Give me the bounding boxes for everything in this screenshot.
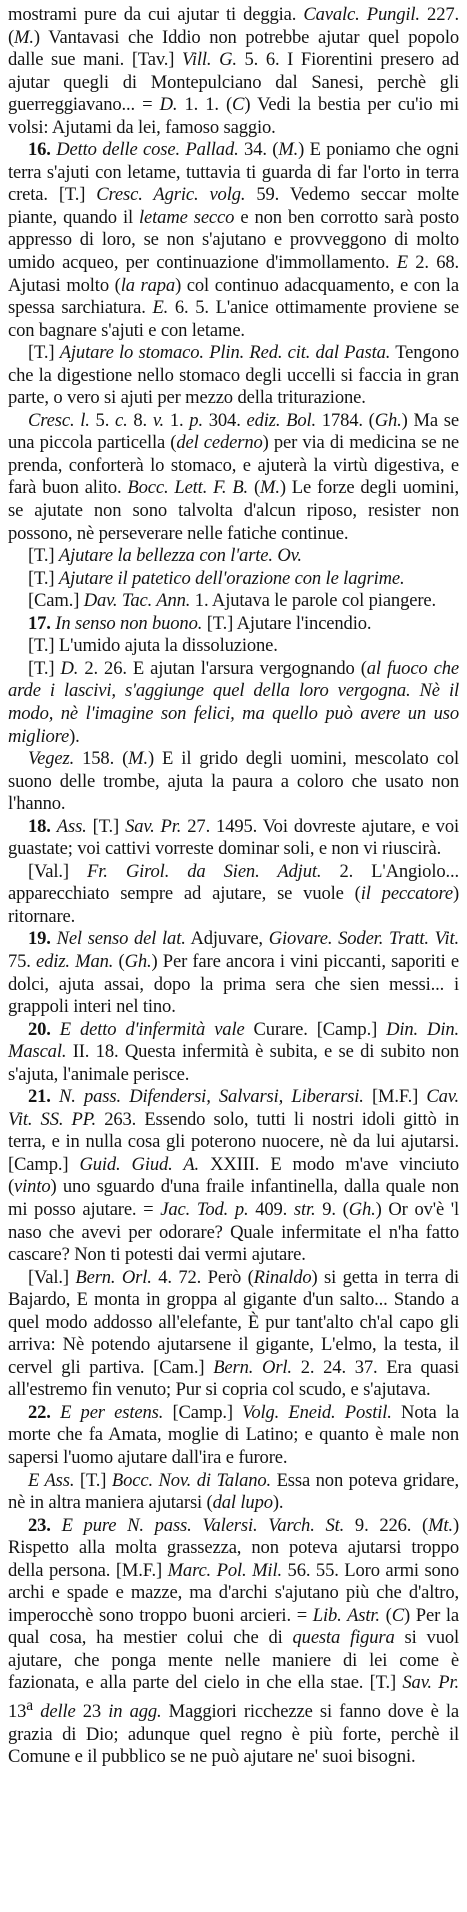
text-segment — [51, 1086, 59, 1107]
italic-text: M. — [278, 139, 299, 161]
text-segment: [T.] — [28, 342, 60, 364]
text-segment: [T.] — [28, 545, 59, 567]
text-segment: 56. 55. Loro armi sono archi e spade e mazze, ma d'archi s'ajutano più che d'altro, imperocchè sono troppo buoni arcieri. = — [8, 1559, 460, 1626]
entry-paragraph — [8, 410, 459, 545]
text-segment: ) Le forze degli uomini, se ajutate non sono talvolta d'alcun riposo, resister non possono, nè perseverare nelle fatiche continue. — [8, 477, 459, 544]
text-segment: Tengono che la digestione nello stomaco degli uccelli si faccia in gran parte, o vero si ajuti per mezzo della triturazione. — [8, 342, 459, 409]
italic-text: ediz. Bol. — [246, 409, 316, 431]
text-segment: ) per via di medicina se ne prenda, conforterà lo stomaco, e ajuterà la virtù digestiva, e farà buon alito. — [8, 432, 460, 499]
italic-text: Ajutare la bellezza con l'arte. Ov. — [58, 545, 302, 567]
italic-text: D. — [159, 94, 178, 116]
italic-text: Cavalc. Pungil. — [303, 4, 420, 25]
text-segment: ( — [113, 950, 125, 972]
text-segment: [M.F.] — [363, 1086, 427, 1108]
italic-text: Ajutare il patetico dell'orazione con le lagrime. — [58, 567, 405, 589]
italic-text: Cav. Vit. SS. PP. — [8, 1086, 460, 1130]
italic-text: vinto — [14, 1176, 51, 1198]
entry-paragraph — [8, 342, 459, 410]
italic-text: E per estens. — [60, 1401, 164, 1423]
text-segment: ). — [272, 1492, 284, 1514]
text-segment: [Cam.] — [28, 590, 84, 612]
text-segment: ) E il grido degli uomini, mescolato col suono delle trombe, ajuta la paura a coloro che usato non l'hanno. — [8, 748, 459, 815]
italic-text: Bocc. Nov. di Talano. — [111, 1469, 272, 1491]
entry-paragraph — [8, 1515, 459, 1769]
text-segment: 8. — [127, 409, 153, 431]
text-segment: 1. 1. ( — [177, 94, 233, 116]
section-number: 17. — [28, 612, 51, 634]
italic-text: M. — [128, 748, 148, 770]
italic-text: C — [232, 94, 245, 116]
italic-text: Gh. — [348, 1198, 376, 1220]
italic-text: v. — [152, 409, 165, 431]
italic-text: Jac. Tod. p. — [160, 1198, 249, 1220]
section-number: 22. — [28, 1401, 51, 1423]
text-segment: ) col continuo adacquamento, e con la spessa sarchiatura. — [8, 274, 459, 319]
entry-paragraph — [8, 816, 459, 861]
italic-text: M. — [14, 26, 34, 48]
italic-text: questa figura — [292, 1627, 395, 1649]
text-segment: 1. Ajutava le parole col piangere. — [190, 590, 436, 612]
italic-text: C — [391, 1604, 404, 1626]
text-segment: 2. L'Angiolo... apparecchiato sempre ad ajutare, se vuole ( — [8, 860, 459, 905]
text-segment: [T.] — [28, 567, 59, 589]
italic-text: D. — [60, 657, 79, 679]
text-segment: 5. — [89, 409, 115, 431]
text-segment: ) ritornare. — [8, 883, 459, 927]
entry-paragraph — [8, 1402, 459, 1470]
text-segment: 227. ( — [8, 4, 459, 48]
section-number: 21. — [28, 1086, 51, 1108]
text-segment: [Camp.] — [163, 1401, 243, 1423]
entry-paragraph — [8, 658, 459, 748]
text-segment — [51, 1515, 62, 1536]
text-segment: [T.] — [28, 657, 61, 679]
italic-text: c. — [114, 409, 128, 431]
italic-text: Bern. Orl. — [213, 1356, 292, 1378]
italic-text: letame secco — [139, 206, 235, 228]
italic-text: Fr. Girol. da Sien. Adjut. — [87, 860, 322, 882]
text-segment: 23 — [75, 1701, 109, 1723]
italic-text: N. pass. Difendersi, Salvarsi, Liberarsi. — [59, 1086, 364, 1108]
text-segment: ) E poniamo che ogni terra s'ajuti con letame, tuttavia ti guarda di far l'orto in terra creta. [T.] — [8, 139, 459, 206]
italic-text: E pure N. pass. Valersi. Varch. St. — [61, 1514, 345, 1536]
text-segment: mostrami pure da cui ajutar ti deggia. — [8, 4, 304, 25]
italic-text: Volg. Eneid. Postil. — [242, 1401, 392, 1423]
entry-paragraph — [8, 1267, 459, 1402]
text-segment: Maggiori ricchezze si fanno dove è la grazia di Dio; adunque quel regno è più forte, perchè il Comune e il pubblico se ne può ajutare ne' suoi bisogni. — [8, 1701, 459, 1768]
text-segment: ) Vedi la bestia per cu'io mi volsi: Ajutami da lei, famoso saggio. — [8, 94, 459, 138]
italic-text: Bern. Orl. — [75, 1266, 152, 1288]
italic-text: il peccatore — [360, 883, 453, 905]
text-segment — [51, 1402, 60, 1423]
italic-text: E. — [152, 297, 169, 319]
italic-text: Detto delle cose. Pallad. — [56, 139, 239, 161]
text-segment: 34. ( — [238, 139, 279, 161]
text-segment: ( — [248, 477, 260, 499]
entry-paragraph — [8, 928, 459, 1018]
italic-text: Sav. Pr. — [125, 815, 182, 837]
text-segment: Adjuvare, — [185, 928, 269, 950]
text-segment: 59. Vedemo seccar molte piante, quando il — [8, 184, 459, 228]
text-segment: si vuol ajutare, che ponga mente nelle maniere di lei come è fazionata, e alla parte del cielo in che ella stae. [T.] — [8, 1627, 459, 1694]
text-segment: 1. — [164, 409, 190, 431]
text-segment: 5. 6. I Fiorentini presero ad ajutar quegli di Montepulciano dal Sanesi, perchè gli guerreggiavano... = — [8, 49, 459, 116]
entry-paragraph — [8, 1086, 459, 1266]
text-segment: Curare. [Camp.] — [244, 1018, 387, 1040]
italic-text: Sav. Pr. — [402, 1672, 459, 1694]
italic-text: Dav. Tac. Ann. — [83, 590, 191, 612]
italic-text: str. — [293, 1198, 316, 1220]
text-segment: [T.] L'umido ajuta la dissoluzione. — [28, 635, 278, 657]
text-segment: ) Ma se una piccola particella ( — [8, 409, 459, 454]
entry-paragraph — [8, 568, 459, 591]
italic-text: E Ass. — [28, 1469, 75, 1491]
italic-text: Cresc. l. — [28, 409, 90, 431]
entry-paragraph — [8, 1470, 459, 1515]
italic-text: la rapa — [120, 274, 176, 296]
text-segment: 2. 24. 37. Era quasi all'estremo fin venuto; Pur si copria col scudo, e s'ajutava. — [8, 1356, 459, 1401]
text-segment: 9. 226. ( — [344, 1514, 429, 1536]
italic-text: Marc. Pol. Mil. — [167, 1559, 282, 1581]
text-segment: [Val.] — [28, 860, 88, 882]
text-segment: 2. 26. E ajutan l'arsura vergognando ( — [78, 657, 367, 679]
italic-text: Ajutare lo stomaco. Plin. Red. cit. dal Pasta. — [59, 342, 391, 364]
italic-text: in agg. — [108, 1701, 162, 1723]
italic-text: E detto d'infermità vale — [59, 1018, 245, 1040]
italic-text: Gh. — [374, 409, 402, 431]
italic-text: dal lupo — [212, 1492, 273, 1514]
entry-paragraph — [8, 4, 459, 139]
entry-paragraph — [8, 545, 459, 568]
text-segment: 6. 5. L'anice ottimamente proviene se con bagnare s'ajuti e con letame. — [8, 297, 460, 341]
text-segment: Nota la morte che fa Amata, moglie di Latino; e quanto è male non sapersi l'uomo ajutare dall'ira e furore. — [8, 1401, 459, 1468]
text-segment: 409. — [248, 1198, 294, 1220]
entry-paragraph — [8, 861, 459, 929]
text-segment: [T.] — [74, 1469, 112, 1491]
text-segment: ) Or ov'è 'l naso che avevi per odorare? Quale infermitate el n'ha fatto cascare? Non ti potesti dai vermi ajutare. — [8, 1198, 459, 1266]
section-number: 19. — [28, 928, 51, 950]
text-segment — [51, 1019, 60, 1040]
section-number: 18. — [28, 815, 51, 837]
italic-text: In senso non buono. — [55, 612, 203, 634]
text-segment: 263. Essendo solo, tutti li nostri idoli gittò in terra, e in nulla cosa gli poterono nuocere, nè da lui ajutarsi. [Camp.] — [8, 1108, 459, 1175]
italic-text: Ass. — [56, 815, 87, 837]
italic-text: Nel senso del lat. — [56, 928, 186, 950]
entry-paragraph — [8, 139, 459, 342]
text-segment: ( — [379, 1604, 392, 1626]
text-segment: XXIII. E modo m'ave vinciuto ( — [8, 1153, 459, 1198]
italic-text: Bocc. Lett. F. B. — [127, 477, 249, 499]
entry-paragraph — [8, 613, 459, 636]
italic-text: delle — [40, 1701, 76, 1723]
italic-text: p. — [189, 409, 203, 431]
text-segment: ). — [69, 725, 80, 747]
text-segment: ) si getta in terra di Bajardo, E monta in groppa al gigante d'un salto... Stando a quel modo addosso all'elefante, È pur tant'alto ch'al capo gli arriva: Nè potendo ajutarsene il gigante, L'elmo, la testa, il cervel gli partiva. [Cam.] — [8, 1266, 460, 1378]
italic-text: Vegez. — [28, 748, 75, 770]
text-segment: 158. ( — [74, 748, 129, 770]
entry-paragraph — [8, 748, 459, 816]
italic-text: Vill. G. — [182, 49, 237, 71]
section-number: 20. — [28, 1018, 51, 1040]
text-segment: [T.] — [86, 815, 126, 837]
italic-text: M. — [260, 477, 280, 499]
text-segment: 9. ( — [315, 1198, 349, 1220]
text-segment: [T.] Ajutare l'incendio. — [202, 612, 372, 634]
italic-text: Mt. — [428, 1514, 453, 1536]
text-segment: ) Vantavasi che Iddio non potrebbe ajutar quel popolo dalle sue mani. [Tav.] — [8, 26, 459, 71]
italic-text: al fuoco che arde i lascivi, s'aggiunge quel della loro vergogna. Nè il modo, nè l'imagine son felici, ma quello può avere un uso migliore — [8, 657, 459, 747]
text-segment: e non ben corrotto sarà posto appresso di loro, se non s'ajutano e provveggono di molto umido acqueo, per continuazione d'immollamento. — [8, 206, 460, 274]
text-segment: 75. — [8, 950, 37, 972]
entry-paragraph — [8, 1019, 459, 1087]
section-number: 23. — [28, 1514, 51, 1536]
superscript: a — [26, 1697, 34, 1715]
text-segment: Essa non poteva gridare, nè in altra maniera ajutarsi ( — [8, 1469, 459, 1514]
text-segment: 13 — [8, 1701, 27, 1723]
text-segment: 2. 68. Ajutasi molto ( — [8, 252, 460, 296]
italic-text: Rinaldo — [253, 1266, 312, 1288]
text-segment: 1784. ( — [316, 409, 375, 431]
italic-text: Cresc. Agric. volg. — [96, 184, 246, 206]
entry-paragraph — [8, 635, 459, 658]
italic-text: ediz. Man. — [36, 950, 114, 972]
text-segment: II. 18. Questa infermità è subita, e se di subito non s'ajuta, l'animale perisce. — [8, 1041, 459, 1085]
section-number: 16. — [28, 139, 51, 161]
text-segment: ) Per fare ancora i vini piccanti, saporiti e dolci, ajuta assai, dopo la prima sera che sien messi... i grappoli interi nel tino. — [8, 950, 459, 1018]
italic-text: E — [396, 252, 408, 274]
entry-paragraph — [8, 590, 459, 613]
text-segment: ) Per la qual cosa, ha mestier colui che di — [8, 1604, 459, 1649]
italic-text: del cederno — [176, 432, 263, 454]
text-segment: ) Rispetto alla molta grassezza, non poteva ajutarsi troppo della persona. [M.F.] — [8, 1514, 459, 1581]
italic-text: Guid. Giud. A. — [79, 1153, 200, 1175]
italic-text: Lib. Astr. — [312, 1604, 380, 1626]
text-segment: 4. 72. Però ( — [151, 1266, 254, 1288]
text-segment: 304. — [202, 409, 247, 431]
text-segment: ) uno sguardo d'una fraile infantinella, dalla quale non mi posso ajutare. = — [8, 1176, 459, 1220]
italic-text: Din. Din. Mascal. — [8, 1018, 459, 1063]
text-segment: [Val.] — [28, 1266, 76, 1288]
text-segment: 27. 1495. Voi dovreste ajutare, e voi guastate; voi cattivi vorreste dominar soli, e non vi riuscirà. — [8, 815, 459, 860]
italic-text: Gh. — [124, 950, 152, 972]
italic-text: Giovare. Soder. Tratt. Vit. — [268, 928, 459, 950]
